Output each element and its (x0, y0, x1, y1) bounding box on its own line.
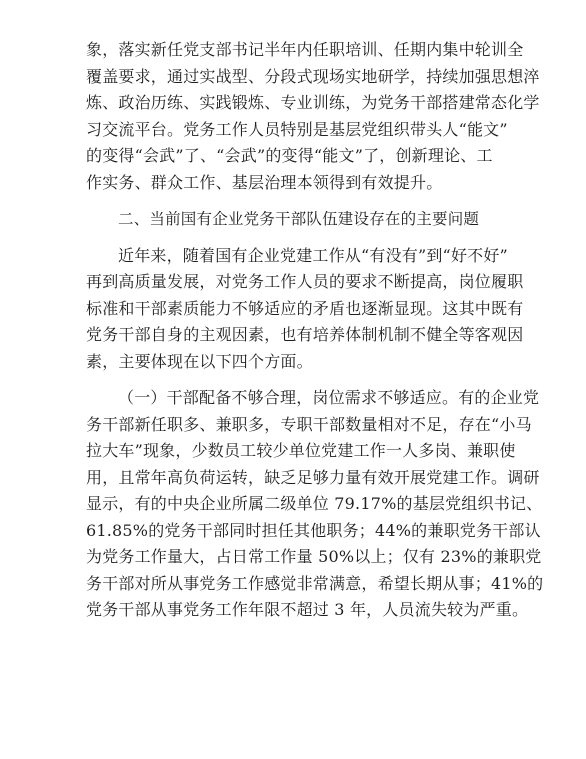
paragraph-3 (86, 385, 544, 624)
text-line: 的变得“会武”了、“会武”的变得“能文”了，创新理论、工 (86, 146, 493, 165)
paragraph-1 (86, 37, 540, 196)
text-line: 覆盖要求，通过实战型、分段式现场实地研学，持续加强思想淬 (86, 66, 540, 86)
text-line: 素，主要体现在以下四个方面。 (86, 351, 313, 371)
text-line: 作实务、群众工作、基层治理本领得到有效提升。 (86, 172, 443, 192)
text-line: 务干部新任职多、兼职多，专职干部数量相对不足，存在“小马 (86, 414, 532, 434)
text-line: 近年来，随着国有企业党建工作从“有没有”到“好不好” (118, 245, 508, 265)
section-heading: 二、当前国有企业党务干部队伍建设存在的主要问题 (118, 210, 480, 228)
text-line: 务干部对所从事党务工作感觉非常满意，希望长期从事；41%的 (86, 573, 544, 593)
text-line: 显示，有的中央企业所属二级单位 79.17%的基层党组织书记、 (86, 494, 543, 513)
document-body (86, 37, 544, 624)
text-line: 习交流平台。党务工作人员特别是基层党组织带头人“能文” (86, 119, 508, 139)
text-line: 炼、政治历练、实践锻炼、专业训练，为党务干部搭建常态化学 (86, 93, 540, 112)
text-line: 党务干部自身的主观因素，也有培养体制机制不健全等客观因 (86, 325, 524, 344)
text-line: （一）干部配备不够合理，岗位需求不够适应。有的企业党 (118, 388, 540, 407)
text-line: 党务干部从事党务工作年限不超过 3 年，人员流失较为严重。 (86, 600, 529, 619)
paragraph-2 (86, 243, 524, 376)
text-line: 为党务工作量大，占日常工作量 50%以上；仅有 23%的兼职党 (86, 547, 542, 566)
text-line: 象，落实新任党支部书记半年内任职培训、任期内集中轮训全 (86, 40, 524, 59)
text-line: 再到高质量发展，对党务工作人员的要求不断提高，岗位履职 (86, 272, 524, 291)
section-heading-wrap (86, 206, 502, 233)
text-line: 61.85%的党务干部同时担任其他职务；44%的兼职党务干部认 (86, 520, 541, 540)
text-line: 拉大车”现象，少数员工较少单位党建工作一人多岗、兼职使 (86, 441, 516, 460)
text-line: 用，且常年高负荷运转，缺乏足够力量有效开展党建工作。调研 (86, 467, 540, 487)
text-line: 标准和干部素质能力不够适应的矛盾也逐渐显现。这其中既有 (86, 298, 524, 318)
